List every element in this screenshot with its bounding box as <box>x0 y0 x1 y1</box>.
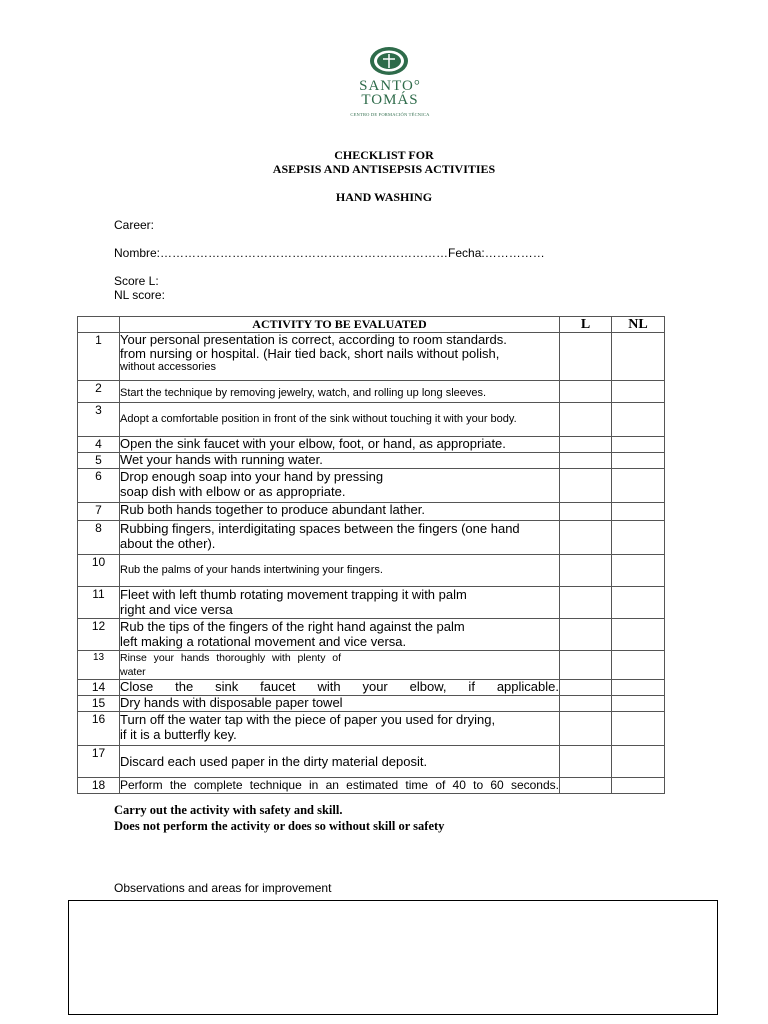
table-row <box>78 696 665 712</box>
nl-checkbox-cell[interactable] <box>612 437 665 453</box>
l-checkbox-cell[interactable] <box>560 333 612 381</box>
name-date-field: Nombre:………………………………………………………………Fecha:…………… <box>114 246 545 260</box>
row-number: 16 <box>78 712 120 746</box>
table-row <box>78 437 665 453</box>
nl-checkbox-cell[interactable] <box>612 555 665 587</box>
l-checkbox-cell[interactable] <box>560 778 612 794</box>
activity-text: Start the technique by removing jewelry, watch, and rolling up long sleeves. <box>120 381 560 403</box>
activity-text: Discard each used paper in the dirty material deposit. <box>120 746 560 778</box>
l-checkbox-cell[interactable] <box>560 453 612 469</box>
table-row <box>78 619 665 651</box>
row-number: 6 <box>78 469 120 503</box>
activity-text: Rub the tips of the fingers of the right hand against the palm left making a rotational movement and vice versa. <box>120 619 560 651</box>
table-row <box>78 778 665 794</box>
legend <box>114 802 444 834</box>
nl-checkbox-cell[interactable] <box>612 680 665 696</box>
row-number: 14 <box>78 680 120 696</box>
logo-subtitle: CENTRO DE FORMACIÓN TÉCNICA <box>350 112 430 117</box>
table-row <box>78 381 665 403</box>
row-number: 13 <box>78 651 120 680</box>
row-number: 5 <box>78 453 120 469</box>
table-row <box>78 403 665 437</box>
l-checkbox-cell[interactable] <box>560 521 612 555</box>
row-number: 12 <box>78 619 120 651</box>
legend-nl: Does not perform the activity or does so without skill or safety <box>114 819 445 833</box>
nl-checkbox-cell[interactable] <box>612 746 665 778</box>
nl-checkbox-cell[interactable] <box>612 619 665 651</box>
row-number: 3 <box>78 403 120 437</box>
number-header <box>78 317 120 333</box>
l-checkbox-cell[interactable] <box>560 619 612 651</box>
nl-checkbox-cell[interactable] <box>612 333 665 381</box>
table-header-row <box>78 317 665 333</box>
table-row <box>78 521 665 555</box>
nl-checkbox-cell[interactable] <box>612 651 665 680</box>
nl-checkbox-cell[interactable] <box>612 503 665 521</box>
row-number: 18 <box>78 778 120 794</box>
nl-checkbox-cell[interactable] <box>612 403 665 437</box>
table-row <box>78 469 665 503</box>
activity-text-small: without accessories <box>120 361 216 373</box>
nl-checkbox-cell[interactable] <box>612 469 665 503</box>
nl-checkbox-cell[interactable] <box>612 712 665 746</box>
table-row <box>78 587 665 619</box>
nl-score-field: NL score: <box>114 288 165 302</box>
seal-icon <box>369 46 409 76</box>
observations-box[interactable] <box>68 900 718 1015</box>
checklist-table <box>77 316 665 794</box>
table-row <box>78 333 665 381</box>
row-number: 11 <box>78 587 120 619</box>
activity-text: Rinse your hands thoroughly with plenty of water <box>120 651 560 680</box>
l-checkbox-cell[interactable] <box>560 437 612 453</box>
nl-checkbox-cell[interactable] <box>612 453 665 469</box>
l-checkbox-cell[interactable] <box>560 712 612 746</box>
l-checkbox-cell[interactable] <box>560 680 612 696</box>
l-checkbox-cell[interactable] <box>560 403 612 437</box>
table-row <box>78 555 665 587</box>
row-number: 4 <box>78 437 120 453</box>
activity-header: ACTIVITY TO BE EVALUATED <box>120 317 560 333</box>
table-row <box>78 503 665 521</box>
l-header: L <box>560 317 612 333</box>
l-checkbox-cell[interactable] <box>560 469 612 503</box>
l-checkbox-cell[interactable] <box>560 746 612 778</box>
activity-text: Adopt a comfortable position in front of the sink without touching it with your body. <box>120 403 560 437</box>
row-number: 2 <box>78 381 120 403</box>
institution-logo <box>344 46 436 122</box>
l-checkbox-cell[interactable] <box>560 503 612 521</box>
table-row <box>78 453 665 469</box>
nl-checkbox-cell[interactable] <box>612 521 665 555</box>
activity-text: Turn off the water tap with the piece of paper you used for drying, if it is a butterfly key. <box>120 712 560 746</box>
nl-checkbox-cell[interactable] <box>612 381 665 403</box>
nl-checkbox-cell[interactable] <box>612 587 665 619</box>
activity-text: Close the sink faucet with your elbow, if applicable. <box>120 679 559 694</box>
title-line-3: HAND WASHING <box>335 190 433 204</box>
title-line-2: ASEPSIS AND ANTISEPSIS ACTIVITIES <box>272 162 496 176</box>
row-number: 8 <box>78 521 120 555</box>
nl-header: NL <box>612 317 665 333</box>
activity-text-main: Your personal presentation is correct, according to room standards. from nursing or hospital. (Hair tied back, short nails without polish, <box>120 332 507 361</box>
activity-text: Rub the palms of your hands intertwining your fingers. <box>120 555 560 587</box>
activity-text: Wet your hands with running water. <box>120 453 560 469</box>
activity-text: Dry hands with disposable paper towel <box>120 696 560 712</box>
career-field: Career: <box>114 218 155 232</box>
l-checkbox-cell[interactable] <box>560 696 612 712</box>
row-number: 17 <box>78 746 120 778</box>
row-number: 10 <box>78 555 120 587</box>
nl-checkbox-cell[interactable] <box>612 778 665 794</box>
row-number: 7 <box>78 503 120 521</box>
l-checkbox-cell[interactable] <box>560 587 612 619</box>
table-row <box>78 680 665 696</box>
activity-text: Open the sink faucet with your elbow, foot, or hand, as appropriate. <box>120 437 560 453</box>
legend-l: Carry out the activity with safety and skill. <box>114 803 343 817</box>
title-line-1: CHECKLIST FOR <box>334 148 434 162</box>
activity-text: Drop enough soap into your hand by pressing soap dish with elbow or as appropriate. <box>120 469 560 503</box>
l-checkbox-cell[interactable] <box>560 555 612 587</box>
score-l-field: Score L: <box>114 274 159 288</box>
l-checkbox-cell[interactable] <box>560 651 612 680</box>
activity-text: Perform the complete technique in an estimated time of 40 to 60 seconds. <box>120 778 559 792</box>
table-row <box>78 651 665 680</box>
activity-text <box>120 333 560 381</box>
activity-text: Fleet with left thumb rotating movement trapping it with palm right and vice versa <box>120 587 560 619</box>
row-number: 1 <box>78 333 120 381</box>
row-number: 15 <box>78 696 120 712</box>
logo-brand: SANTO° TOMÁS <box>359 78 421 108</box>
table-row <box>78 712 665 746</box>
nl-checkbox-cell[interactable] <box>612 696 665 712</box>
activity-text: Rubbing fingers, interdigitating spaces between the fingers (one hand about the other). <box>120 521 560 555</box>
l-checkbox-cell[interactable] <box>560 381 612 403</box>
observations-label: Observations and areas for improvement <box>114 881 332 895</box>
table-row <box>78 746 665 778</box>
activity-text: Rub both hands together to produce abundant lather. <box>120 503 560 521</box>
